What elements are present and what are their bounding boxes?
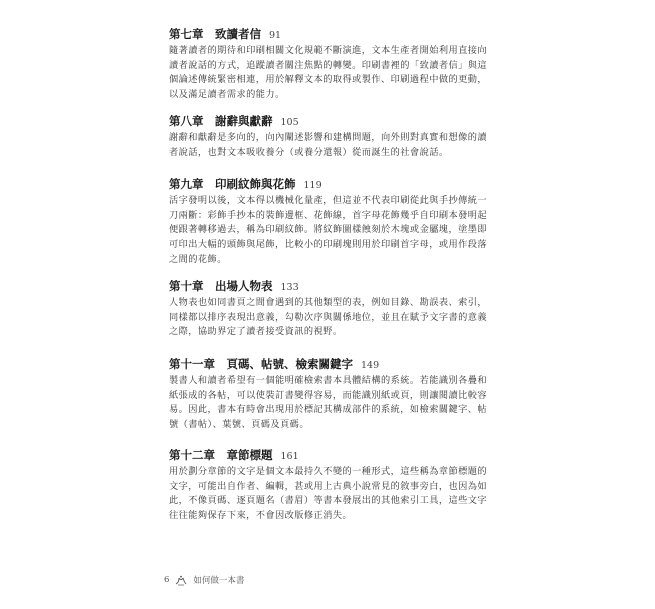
chapter-10: [169, 277, 499, 340]
chapter-title: 第九章 印刷紋飾與花飾: [169, 177, 296, 191]
text-line: 者說話，也對文本吸收養分（或養分還報）從而誕生的社會說話。: [169, 146, 449, 158]
chapter-summary: [169, 296, 499, 340]
text-line: 號（書帖）、葉號、頁碼及頁碼。: [169, 419, 309, 431]
chapter-title: 第十二章 章節標題: [169, 448, 273, 462]
text-line: 讀者說話的方式，追蹤讀者關注焦點的轉變。印刷書裡的「致讀者信」與這: [169, 59, 488, 71]
chapter-summary: [169, 44, 499, 103]
chapter-title: 第七章 致讀者信: [169, 27, 261, 41]
chapter-7: [169, 25, 499, 103]
text-line: 個論述傳統緊密相連，用於解釋文本的取得或製作、印刷過程中做的更動，: [169, 74, 488, 86]
text-line: 便跟著轉移過去，稱為印刷紋飾。將紋飾圖樣蝕刻於木塊或金屬塊，塗墨即: [169, 224, 488, 236]
chapter-9: [169, 175, 499, 268]
text-line: 之間的花飾。: [169, 253, 227, 265]
chapter-heading: [169, 277, 499, 293]
text-line: 人物表也如同書頁之間會遇到的其他類型的表，例如目錄、勘誤表、索引，: [169, 297, 488, 308]
chapter-title: 第十一章 頁碼、帖號、檢索關鍵字: [169, 357, 353, 371]
text-line: 謝辭和獻辭是多向的，向內闡述影響和建構問題，向外則對真實和想像的讀: [169, 132, 488, 143]
chapter-page-number: 119: [303, 180, 322, 191]
text-line: 往往能夠保存下來，不會因改版修正消失。: [169, 510, 353, 522]
text-line: 文字，可能出自作者、編輯，甚或用上古典小說常見的敘事旁白，也因為如: [169, 480, 488, 492]
page-footer: [164, 574, 244, 586]
chapter-page-number: 149: [361, 360, 380, 371]
text-line: 易。因此，書本有時會出現用於標記其構成部件的系統，如檢索關鍵字、帖: [169, 404, 488, 416]
text-line: 用於劃分章節的文字是個文本最持久不變的一種形式，這些稱為章節標題的: [169, 466, 488, 477]
footer-page-number: 6: [164, 575, 170, 585]
text-line: 同樣都以排序表現出意義，勾勒次序與關係地位，並且在賦予文字書的意義: [169, 311, 488, 323]
chapter-12: [169, 446, 499, 524]
text-line: 紙張成的各帖，可以使裝訂書變得容易，而能識別紙或頁，則讓閱讀比較容: [169, 389, 488, 401]
chapter-summary: [169, 374, 499, 433]
chapter-heading: [169, 112, 499, 128]
chapter-heading: [169, 175, 499, 191]
text-line: 此，不像頁碼、逐頁題名（書眉）等書本發展出的其他索引工具，這些文字: [169, 495, 488, 507]
fleuron-icon: [175, 575, 187, 586]
chapter-summary: [169, 131, 499, 160]
text-line: 製書人和讀者希望有一個能明確檢索書本具體結構的系統。若能識別各疊和: [169, 375, 488, 386]
chapter-page-number: 133: [280, 282, 299, 293]
chapter-11: [169, 355, 499, 433]
chapter-8: [169, 112, 499, 160]
chapter-heading: [169, 355, 499, 371]
text-line: 之際，協助界定了讀者接受資訊的視野。: [169, 326, 343, 338]
chapter-summary: [169, 465, 499, 524]
chapter-summary: [169, 194, 499, 268]
text-line: 以及滿足讀者需求的能力。: [169, 89, 285, 101]
text-line: 活字發明以後，文本得以機械化量產，但這並不代表印刷從此與手抄傳統一: [169, 195, 488, 206]
text-line: 刀兩斷：彩飾手抄本的裝飾邊框、花飾線，首字母花飾幾乎自印刷本發明起: [169, 209, 488, 221]
text-line: 隨著讀者的期待和印刷相關文化規範不斷演進，文本生產者開始利用直接向: [169, 45, 488, 56]
chapter-title: 第十章 出場人物表: [169, 279, 273, 293]
chapter-page-number: 161: [280, 451, 299, 462]
chapter-heading: [169, 25, 499, 41]
chapter-heading: [169, 446, 499, 462]
chapter-title: 第八章 謝辭與獻辭: [169, 114, 273, 128]
footer-book-title: 如何做一本書: [193, 576, 245, 586]
text-line: 可印出大幅的頭飾與尾飾，比較小的印刷塊則用於印刷首字母，或用作段落: [169, 239, 488, 251]
chapter-page-number: 105: [280, 117, 299, 128]
chapter-page-number: 91: [269, 30, 282, 41]
